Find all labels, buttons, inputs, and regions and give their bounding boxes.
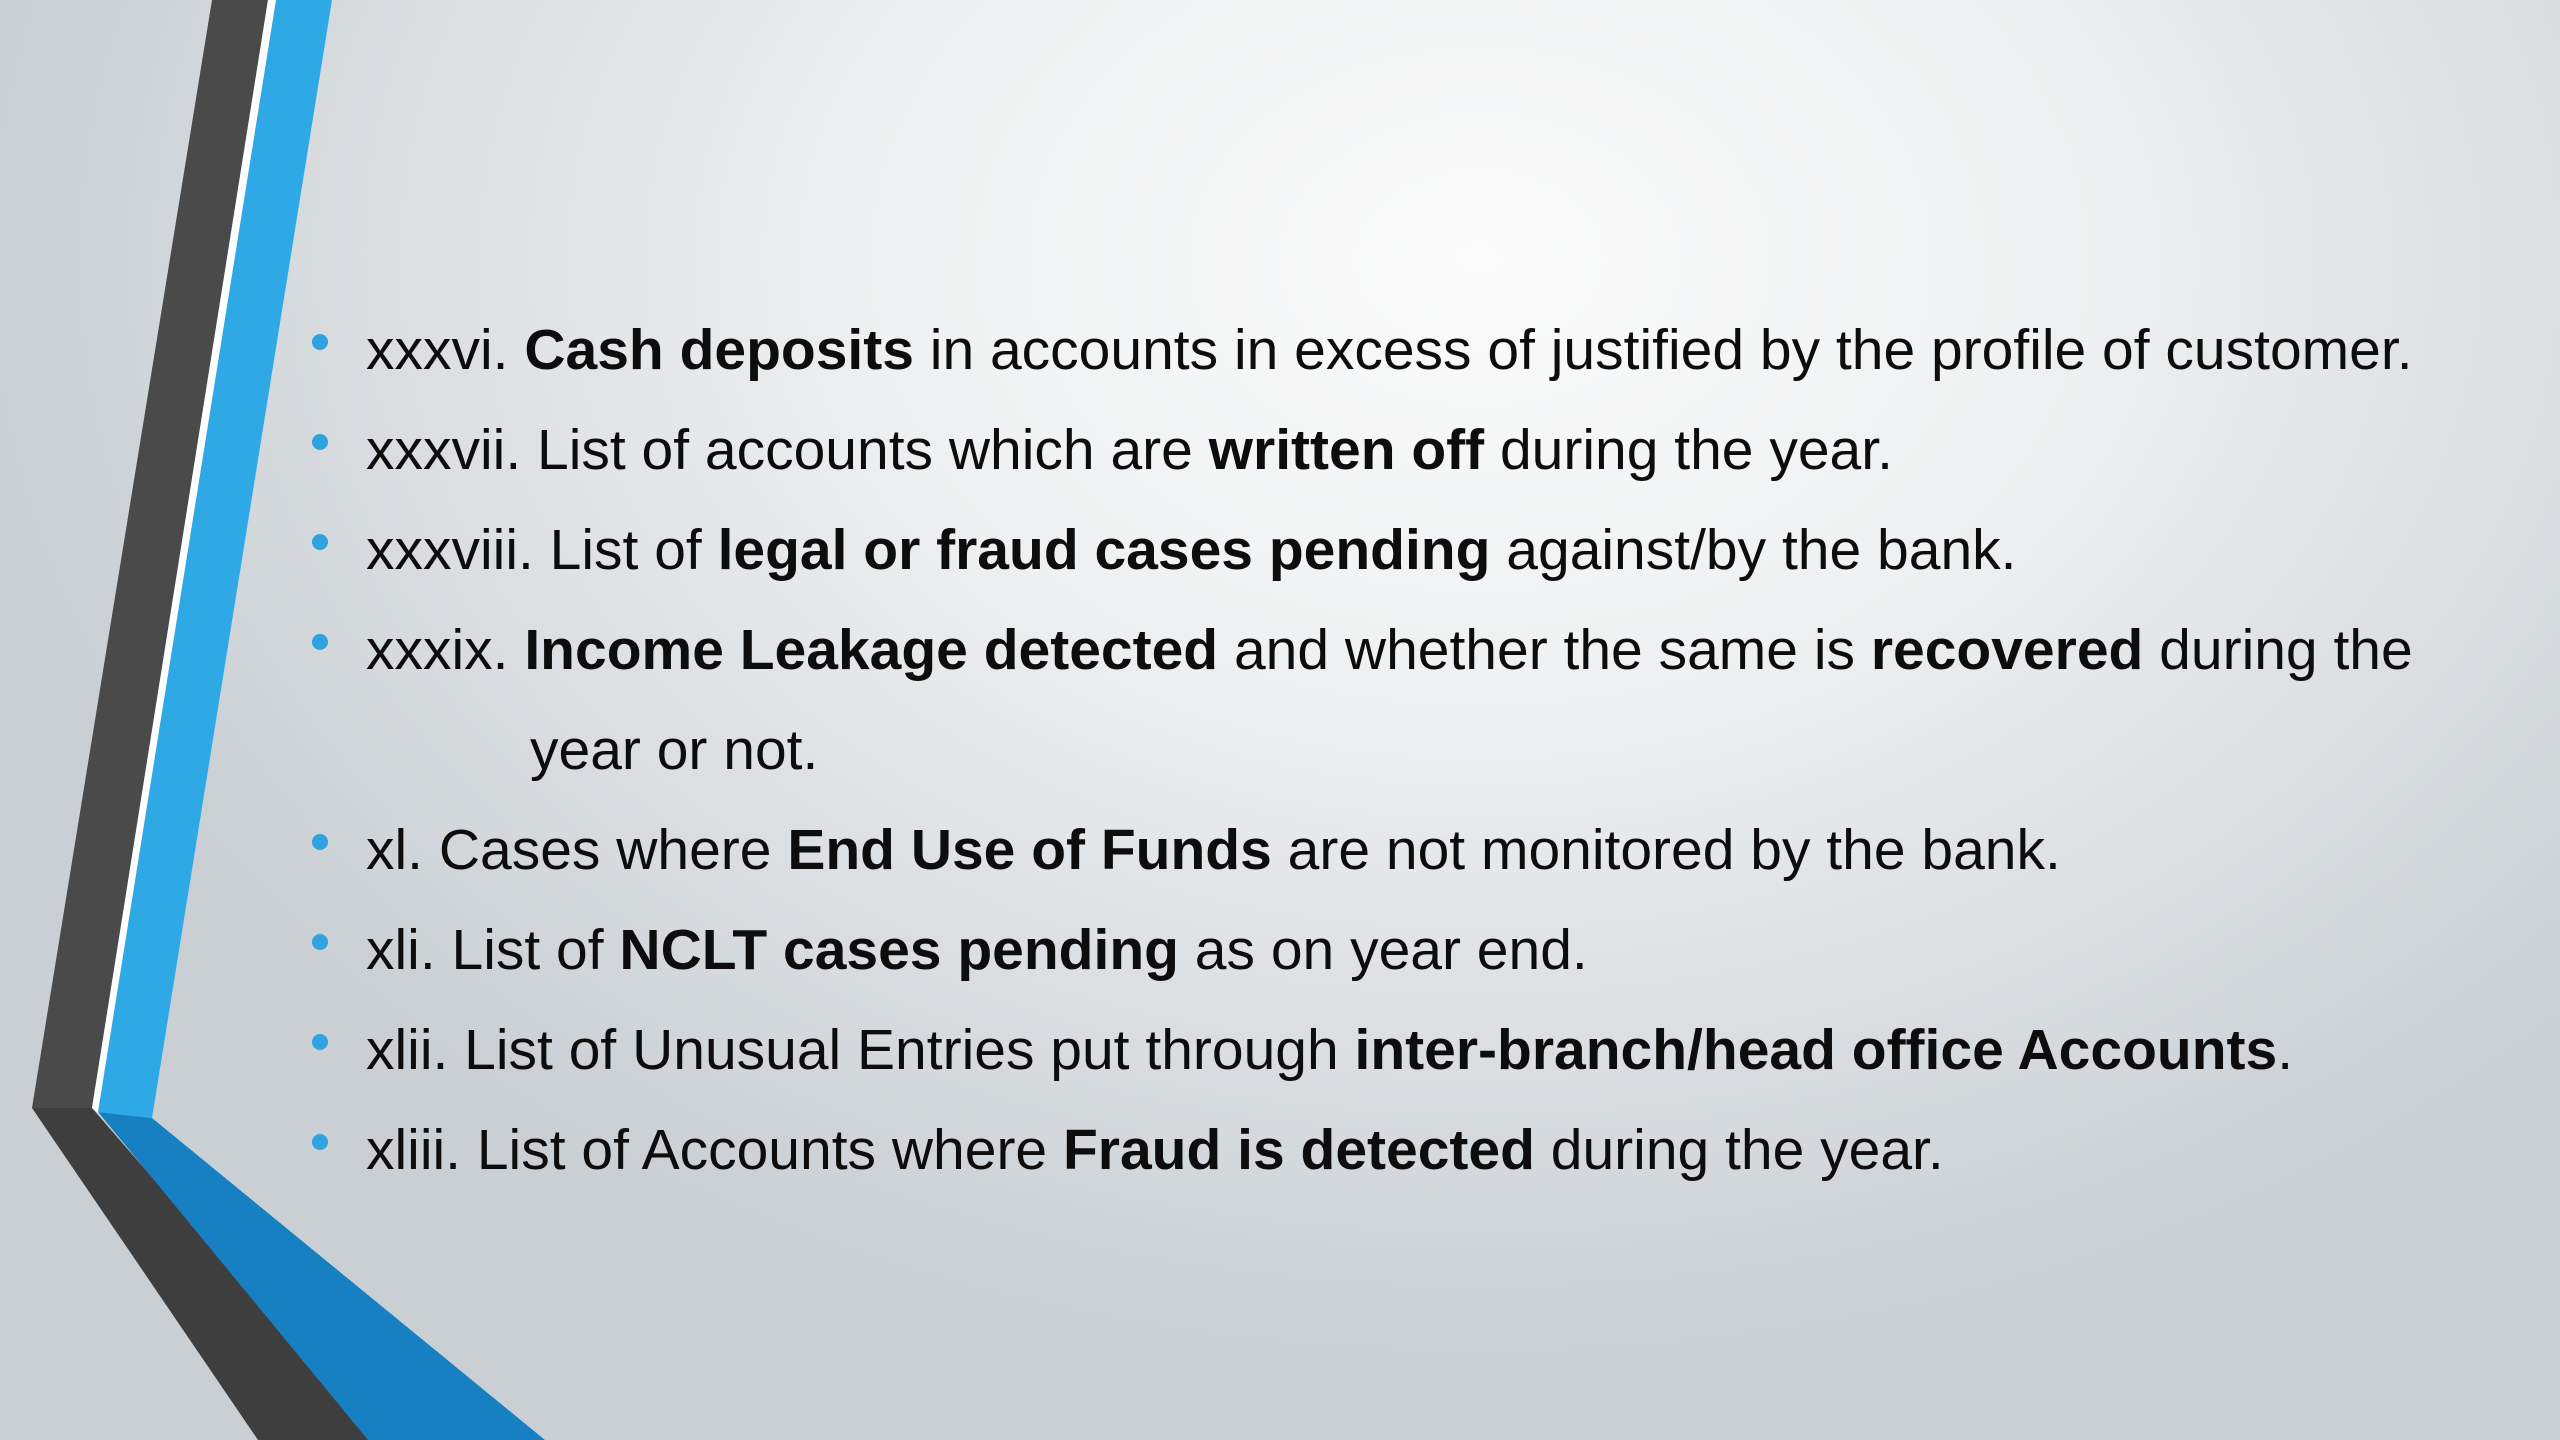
bullet-item-xxxviii: xxxviii. List of legal or fraud cases pending against/by the bank. [300,500,2530,600]
bullet-dot [312,834,328,850]
bullet-dot [312,334,328,350]
bullet-item-xli: xli. List of NCLT cases pending as on year end. [300,900,2530,1000]
bullet-item-xxxvii: xxxvii. List of accounts which are written off during the year. [300,400,2530,500]
bullet-item-xlii: xlii. List of Unusual Entries put through inter-branch/head office Accounts. [300,1000,2530,1100]
continuation-line: year or not. [530,718,819,782]
bullet-dot [312,634,328,650]
bullet-dot [312,934,328,950]
bullet-dot [312,1034,328,1050]
bullet-item-xl: xl. Cases where End Use of Funds are not monitored by the bank. [300,800,2530,900]
bullet-item-xxxvi: xxxvi. Cash deposits in accounts in excess of justified by the profile of customer. [300,300,2530,400]
bullet-list [300,300,2530,1200]
bullet-item-xxxix: xxxix. Income Leakage detected and whether the same is recovered during the year or not. [300,600,2530,800]
bullet-dot [312,1134,328,1150]
bullet-item-xliii: xliii. List of Accounts where Fraud is detected during the year. [300,1100,2530,1200]
bullet-dot [312,534,328,550]
bullet-dot [312,434,328,450]
white-separator-stripe [92,0,276,1116]
